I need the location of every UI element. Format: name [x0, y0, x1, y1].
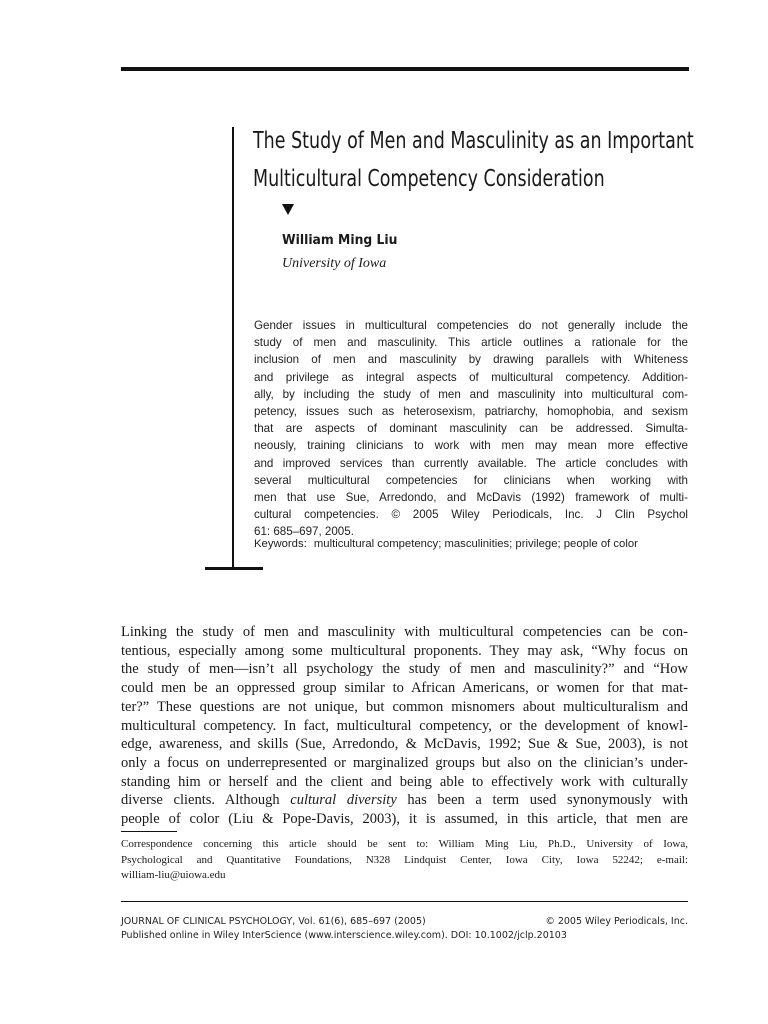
abstract-line: inclusion of men and masculinity by drawing parallels with Whiteness [254, 353, 688, 367]
body-line: multicultural competency. In fact, multicultural competency, or the development of knowl- [121, 717, 688, 734]
body-line: the study of men—isn’t all psychology the study of men and masculinity?” and “How [121, 661, 688, 678]
article-title [253, 122, 694, 198]
title-line-2: Multicultural Competency Consideration [253, 166, 605, 192]
triangle-icon [282, 204, 294, 215]
journal-row [121, 929, 688, 943]
abstract-line: and privilege as integral aspects of multicultural competency. Addition- [254, 370, 688, 384]
abstract-line: petency, issues such as heterosexism, patriarchy, homophobia, and sexism [254, 405, 688, 419]
journal-citation: JOURNAL OF CLINICAL PSYCHOLOGY, Vol. 61(6), 685–697 (2005) [121, 916, 426, 927]
author-name: William Ming Liu [282, 233, 398, 248]
footnote-line: Psychological and Quantitative Foundations, N328 Lindquist Center, Iowa City, Iowa 52242; e-mail: [121, 853, 688, 866]
abstract-line: ally, by including the study of men and masculinity into multicultural com- [254, 387, 688, 401]
top-rule [121, 67, 689, 71]
title-vertical-bar [232, 127, 234, 569]
journal-row [121, 915, 688, 929]
abstract [254, 317, 688, 541]
body-line: diverse clients. Although cultural diversity has been a term used synonymously with [121, 792, 688, 809]
emphasis-term: cultural diversity [290, 792, 397, 809]
body-line: could men be an oppressed group similar to African Americans, or women for that mat- [121, 680, 688, 697]
body-line: people of color (Liu & Pope-Davis, 2003), it is assumed, in this article, that men are [121, 811, 688, 828]
journal-copyright: © 2005 Wiley Periodicals, Inc. [545, 916, 688, 927]
body-line: standing him or herself and the client and being able to effectively work with culturally [121, 773, 688, 790]
keywords-text: multicultural competency; masculinities; privilege; people of color [313, 538, 638, 550]
abstract-line: and improved services than currently available. The article concludes with [254, 456, 688, 470]
abstract-line: several multicultural competencies for clinicians when working with [254, 473, 688, 487]
footnote-line: william-liu@uiowa.edu [121, 869, 226, 881]
title-horizontal-bar [205, 567, 263, 570]
body-line: Linking the study of men and masculinity with multicultural competencies can be con- [121, 624, 688, 640]
abstract-line: Gender issues in multicultural competencies do not generally include the [254, 319, 688, 332]
abstract-line: cultural competencies. © 2005 Wiley Periodicals, Inc. J Clin Psychol [254, 508, 688, 522]
body-paragraph [121, 623, 688, 829]
keywords [254, 538, 638, 550]
bottom-rule [121, 901, 688, 902]
body-line: ter?” These questions are not unique, but common misnomers about multiculturalism and [121, 698, 688, 715]
body-line: edge, awareness, and skills (Sue, Arredondo, & McDavis, 1992; Sue & Sue, 2003), is not [121, 736, 688, 753]
title-line-1: The Study of Men and Masculinity as an Important [253, 128, 694, 154]
footnote-line: Correspondence concerning this article should be sent to: William Ming Liu, Ph.D., University of Iowa, [121, 838, 688, 850]
abstract-line: study of men and masculinity. This article outlines a rationale for the [254, 336, 688, 350]
abstract-line: neously, training clinicians to work with men may mean more effective [254, 439, 688, 453]
journal-published: Published online in Wiley InterScience (www.interscience.wiley.com). DOI: 10.1002/jclp.20103 [121, 930, 567, 941]
abstract-line: men that use Sue, Arredondo, and McDavis (1992) framework of multi- [254, 491, 688, 505]
abstract-line: 61: 685–697, 2005. [254, 525, 354, 539]
body-line: only a focus on underrepresented or marginalized groups but also on the clinician’s under- [121, 754, 688, 771]
abstract-line: that are aspects of dominant masculinity can be addressed. Simulta- [254, 422, 688, 436]
body-line: tentious, especially among some multicultural proponents. They may ask, “Why focus on [121, 642, 688, 659]
author-affiliation: University of Iowa [282, 256, 387, 271]
correspondence-footnote [121, 837, 688, 884]
keywords-label: Keywords: [254, 538, 307, 550]
journal-footer [121, 915, 688, 943]
footnote-rule [121, 831, 177, 832]
